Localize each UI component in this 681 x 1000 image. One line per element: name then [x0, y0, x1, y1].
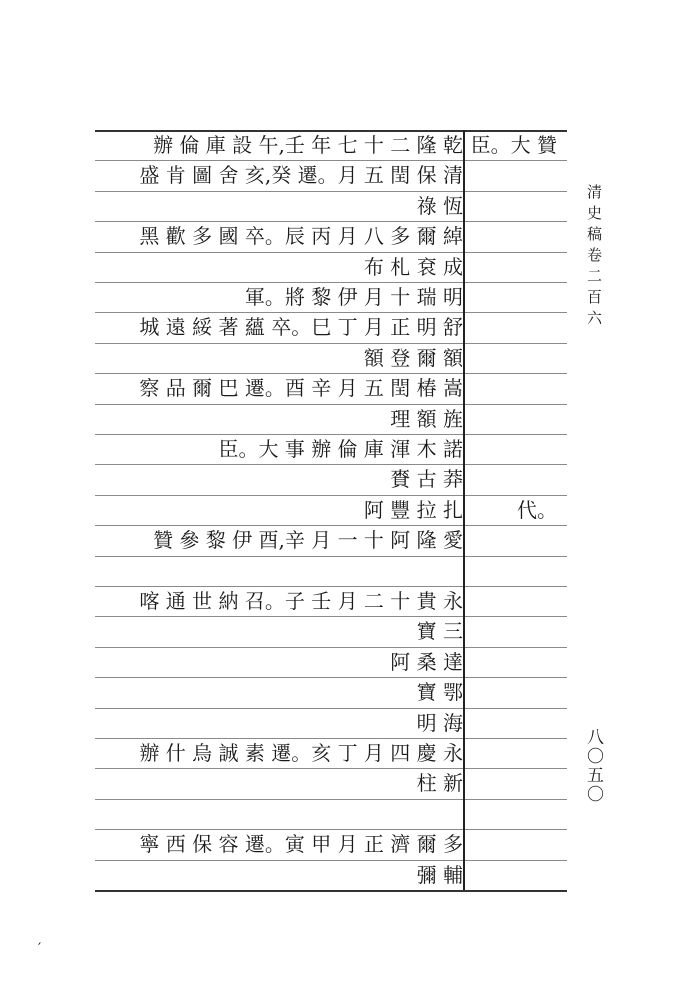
- row-rule: [95, 890, 567, 892]
- table-row: 阿 豐 拉 扎: [363, 497, 463, 522]
- table-row: 阿 桑 達: [390, 649, 463, 674]
- column-divider: [463, 130, 465, 890]
- table-row: 察 品 爾 巴 遷。酉 辛 月 五 閏 椿 嵩: [139, 376, 463, 401]
- row-rule: [95, 616, 567, 617]
- table-row: 寧 西 保 容 遷。寅 甲 月 正 濟 爾 多: [139, 832, 463, 857]
- row-rule: [95, 799, 567, 800]
- table-row: 黑 歡 多 國 卒。辰 丙 月 八 多 爾 綽: [139, 224, 463, 249]
- row-rule: [95, 647, 567, 648]
- table-row: 柱 新: [416, 771, 463, 796]
- table-row: 彌 輔: [416, 862, 463, 887]
- row-rule: [95, 860, 567, 861]
- ink-mark: ′: [38, 941, 42, 957]
- row-rule: [95, 252, 567, 253]
- row-rule: [95, 677, 567, 678]
- table-row: 辦 什 烏 誠 素 遷。亥 丁 月 四 慶 永: [139, 741, 463, 765]
- table-row: 城 遠 綏 著 蘊 卒。巳 丁 月 正 明 舒: [139, 315, 463, 340]
- table-row: 額 登 爾 額: [363, 345, 463, 370]
- right-column-cell: 臣。大 贊: [470, 133, 557, 157]
- table-row: 贊 參 黎 伊 酉,辛 月 一 十 阿 隆 愛: [153, 528, 463, 553]
- table-row: 明 海: [416, 710, 463, 735]
- table-row: 布 札 袞 成: [363, 254, 463, 279]
- table-row: 寶 鄂: [416, 680, 463, 705]
- table-row: 寶 三: [416, 619, 463, 644]
- table-row: 理 額 旌: [390, 406, 463, 431]
- row-rule: [95, 556, 567, 557]
- table-row: 盛 肯 圖 舍 亥,癸 遷。月 五 閏 保 清: [139, 163, 463, 188]
- row-rule: [95, 191, 567, 192]
- row-rule: [95, 768, 567, 769]
- table-row: 軍。將 黎 伊 月 十 瑞 明: [244, 285, 463, 309]
- row-rule: [95, 708, 567, 709]
- row-rule: [95, 343, 567, 344]
- row-rule: [95, 404, 567, 405]
- row-rule: [95, 464, 567, 465]
- right-column-cell: 代。: [517, 497, 557, 522]
- table-row: 辦 倫 庫 設 午,壬 年 七 十 二 隆 乾: [153, 133, 463, 157]
- table-row: 臣。大 事 辦 倫 庫 渾 木 諾: [218, 437, 463, 461]
- table-row: 賚 古 莽: [390, 467, 463, 492]
- margin-title: 清史稿卷二百六: [585, 184, 603, 331]
- row-rule: [95, 495, 567, 496]
- page-number: 八〇五〇: [583, 728, 603, 804]
- table-row: 喀 通 世 納 召。子 壬 月 二 十 貴 永: [139, 589, 463, 613]
- table-row: 祿 恆: [416, 193, 463, 218]
